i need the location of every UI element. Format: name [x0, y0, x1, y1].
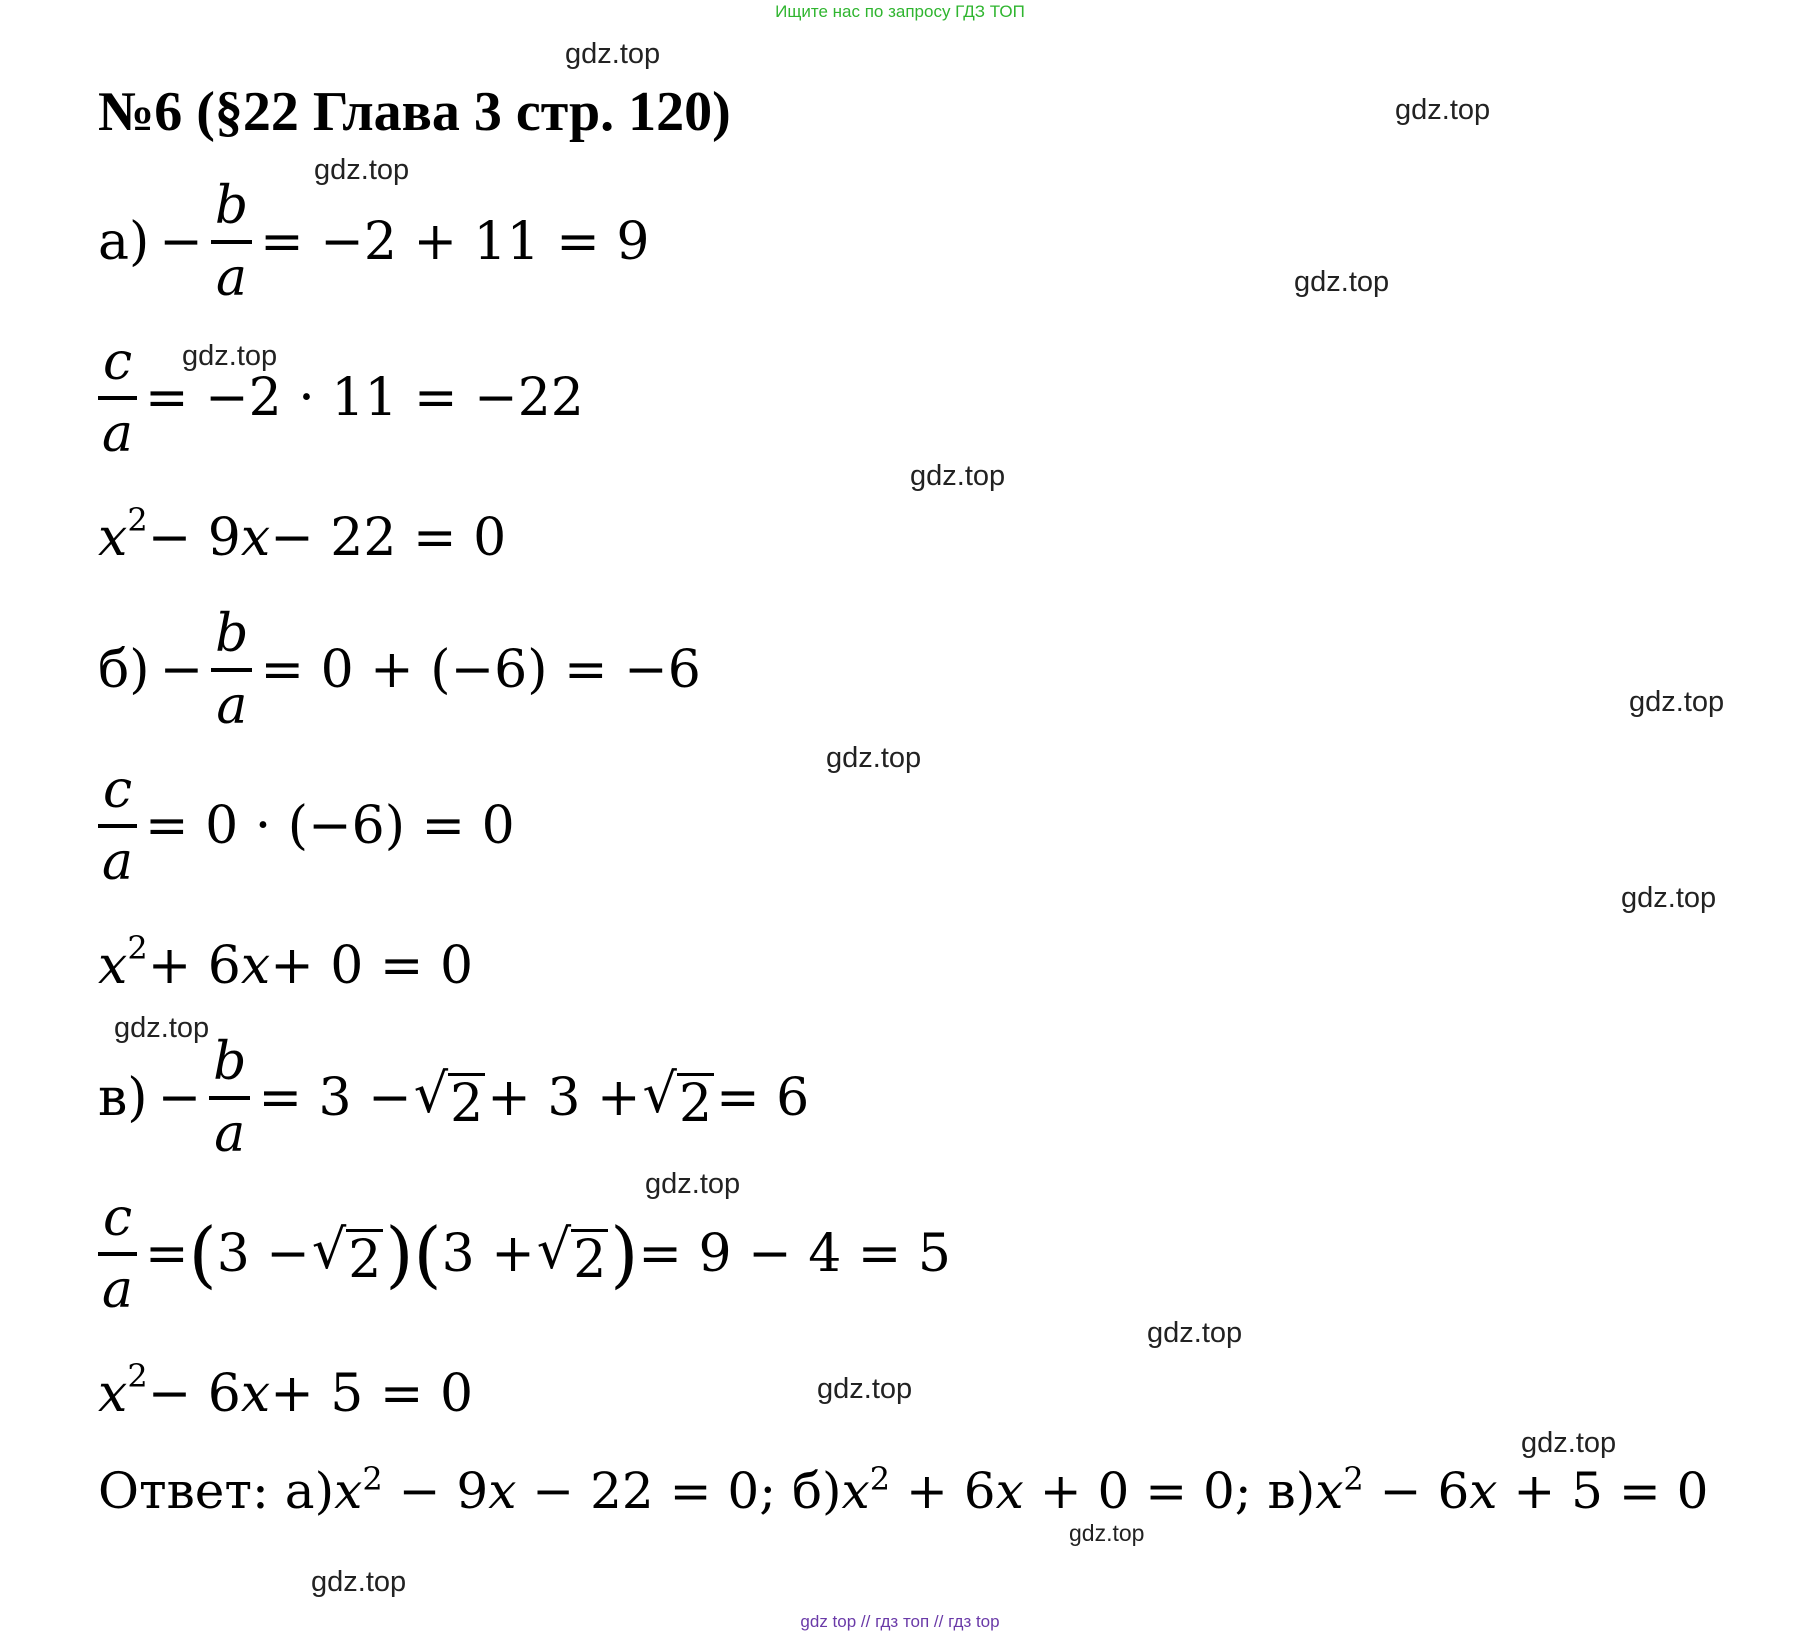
- fraction-b-over-a: $\frac{b}{a}$: [209, 1036, 250, 1160]
- sqrt-2: √ 2: [642, 1061, 713, 1134]
- watermark: gdz.top: [314, 154, 410, 186]
- part-c-product: $\frac{c}{a}$ = ( 3 − √ 2 ) ( 3 + √ 2 ) = 9 − 4 = 5: [98, 1192, 951, 1316]
- fraction-b-over-a: $\frac{b}{a}$: [211, 180, 252, 304]
- bottom-banner: gdz top // гдз топ // гдз top: [800, 1612, 1000, 1631]
- sum-rhs: = 0 + (−6) = −6: [260, 640, 701, 700]
- watermark: gdz.top: [311, 1566, 407, 1598]
- sqrt-2: √ 2: [536, 1217, 607, 1290]
- part-a-product: [98, 332, 584, 464]
- part-b-equation: x $^2$ + 6 x + 0 = 0: [98, 929, 474, 996]
- fraction-c-over-a: $\frac{c}{a}$: [98, 764, 137, 888]
- fraction-c-over-a: $\frac{c}{a}$: [98, 1192, 137, 1316]
- fraction-b-over-a: $\frac{b}{a}$: [211, 608, 252, 732]
- part-c-label: в): [98, 1068, 148, 1128]
- fraction-c-over-a: $\frac{c}{a}$: [98, 336, 137, 460]
- top-banner: Ищите нас по запросу ГДЗ ТОП: [775, 2, 1025, 21]
- sqrt-2: √ 2: [413, 1061, 484, 1134]
- watermark: gdz.top: [1069, 1520, 1145, 1546]
- part-b-product: [98, 760, 515, 892]
- page-title: №6 (§22 Глава 3 стр. 120): [98, 81, 731, 143]
- watermark: gdz.top: [910, 460, 1006, 492]
- watermark: gdz.top: [1521, 1427, 1617, 1459]
- answer-line: Ответ: $а)x^2 - 9x - 22 = 0$; $б)x^2 + 6x + 0 = 0$; $в)x^2 - 6x + 5 = 0$: [98, 1460, 1709, 1520]
- watermark: gdz.top: [182, 340, 278, 372]
- watermark: gdz.top: [114, 1012, 210, 1044]
- watermark: gdz.top: [1294, 266, 1390, 298]
- watermark: gdz.top: [1147, 1317, 1243, 1349]
- watermark: gdz.top: [1395, 94, 1491, 126]
- watermark: gdz.top: [817, 1373, 913, 1405]
- part-b-label: б): [98, 640, 150, 700]
- product-rhs: = −2 · 11 = −22: [145, 368, 584, 428]
- watermark: gdz.top: [565, 38, 661, 70]
- part-c-sum: в) − $\frac{b}{a}$ = 3 − √ 2 + 3 + √ 2 = 6: [98, 1032, 810, 1164]
- answer-label: Ответ:: [98, 1462, 285, 1520]
- part-b-sum: б) − $\frac{b}{a}$ = 0 + (−6) = −6: [98, 604, 701, 736]
- part-a-label: а): [98, 212, 150, 272]
- sum-rhs: = −2 + 11 = 9: [260, 212, 650, 272]
- watermark: gdz.top: [1629, 686, 1725, 718]
- watermark: gdz.top: [826, 742, 922, 774]
- watermark: gdz.top: [1621, 882, 1717, 914]
- part-a-equation: x $^2$ − 9 x − 22 = 0: [98, 501, 507, 568]
- part-a-sum: а) − $\frac{b}{a}$ = −2 + 11 = 9: [98, 176, 650, 308]
- sqrt-2: √ 2: [311, 1217, 382, 1290]
- part-c-equation: x $^2$ − 6 x + 5 = 0: [98, 1357, 474, 1424]
- product-rhs: = 0 · (−6) = 0: [145, 796, 515, 856]
- watermark: gdz.top: [645, 1168, 741, 1200]
